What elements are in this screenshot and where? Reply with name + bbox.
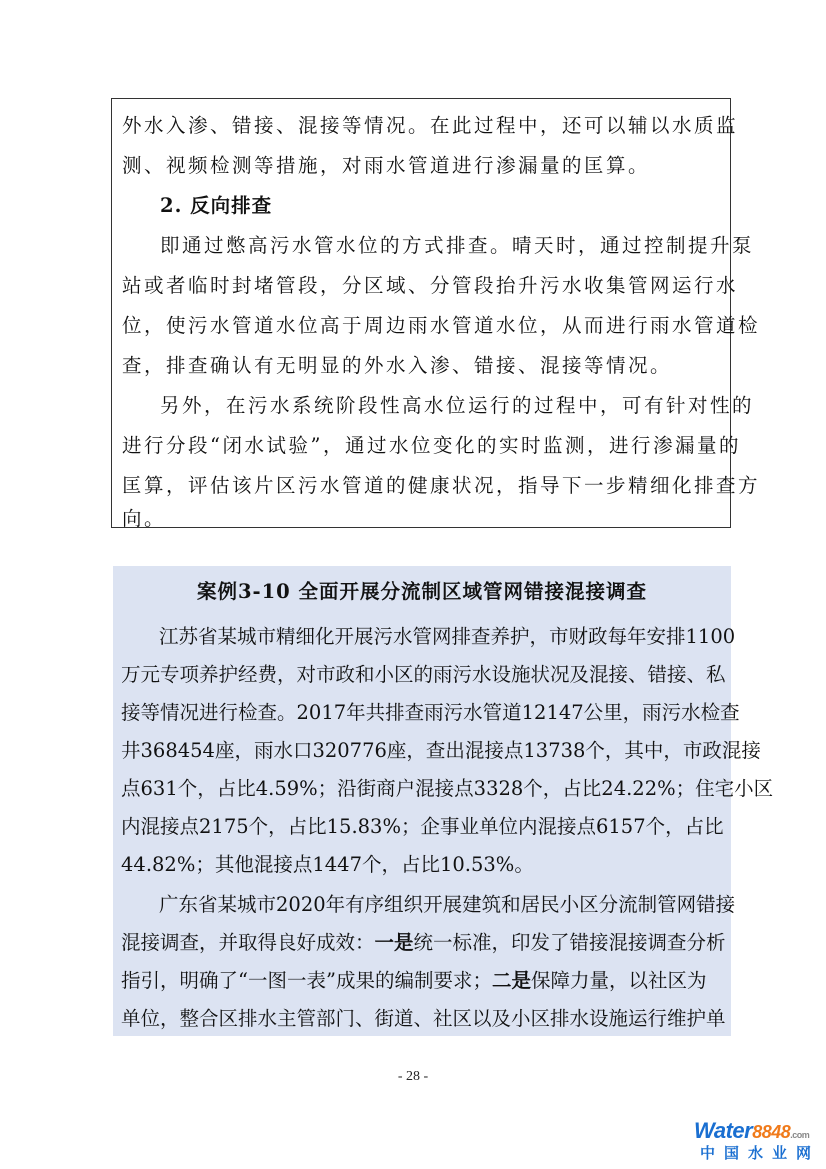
site-logo (694, 1118, 820, 1164)
case-p1-line-1: 江苏省某城市精细化开展污水管网排查养护，市财政每年安排1100 (159, 625, 736, 648)
para2-line-1: 另外，在污水系统阶段性高水位运行的过程中，可有针对性的 (160, 394, 755, 417)
para1-line-3: 位，使污水管道水位高于周边雨水管道水位，从而进行雨水管道检 (122, 314, 761, 337)
case-p2-text: 指引，明确了“一图一表”成果的编制要求； (121, 969, 492, 992)
point-one-label: 一是 (374, 931, 414, 954)
case-study-box (113, 566, 774, 1036)
para2-line-4: 向。 (122, 507, 167, 530)
section-heading: 2. 反向排查 (160, 194, 273, 217)
case-p2-text: 统一标准，印发了错接混接调查分析 (413, 931, 726, 954)
case-title: 案例3-10 全面开展分流制区域管网错接混接调查 (196, 580, 648, 603)
para1-line-2: 站或者临时封堵管段，分区域、分管段抬升污水收集管网运行水 (122, 274, 739, 297)
logo-number: 8848 (752, 1122, 791, 1142)
case-p2-line-3 (121, 962, 726, 1000)
case-p2-text: 保障力量，以社区为 (530, 969, 707, 992)
case-p1-line-4: 井368454座，雨水口320776座，查出混接点13738个，其中，市政混接 (121, 739, 761, 762)
case-p2-text: 混接调查，并取得良好成效： (121, 931, 375, 954)
case-p2-line-2 (121, 924, 726, 962)
case-p2-line-1: 广东省某城市2020年有序组织开展建筑和居民小区分流制管网错接 (159, 893, 736, 916)
para2-line-3: 匡算，评估该片区污水管道的健康状况，指导下一步精细化排查方 (122, 474, 761, 497)
case-p1-line-2: 万元专项养护经费，对市政和小区的雨污水设施状况及混接、错接、私 (121, 663, 726, 686)
box-line-2: 测、视频检测等措施，对雨水管道进行渗漏量的匡算。 (122, 154, 651, 177)
para2-line-2: 进行分段“闭水试验”，通过水位变化的实时监测，进行渗漏量的 (122, 434, 741, 457)
logo-chinese-name: 中国水业网 (700, 1144, 821, 1162)
case-p2-line-4: 单位，整合区排水主管部门、街道、社区以及小区排水设施运行维护单 (121, 1007, 726, 1030)
case-p1-line-5: 点631个，占比4.59%；沿街商户混接点3328个，占比24.22%；住宅小区 (121, 777, 774, 800)
case-p1-line-3: 接等情况进行检查。2017年共排查雨污水管道12147公里，雨污水检查 (121, 701, 740, 724)
logo-domain: .com (790, 1130, 810, 1140)
page-number: - 28 - (397, 1069, 429, 1084)
logo-wordmark (694, 1118, 809, 1144)
case-p1-line-7: 44.82%；其他混接点1447个，占比10.53%。 (121, 853, 534, 876)
case-p1-line-6: 内混接点2175个，占比15.83%；企事业单位内混接点6157个，占比 (121, 815, 724, 838)
para1-line-1: 即通过憋高污水管水位的方式排查。晴天时，通过控制提升泵 (160, 234, 755, 257)
logo-word: Water (694, 1118, 753, 1143)
box-line-1: 外水入渗、错接、混接等情况。在此过程中，还可以辅以水质监 (122, 114, 739, 137)
para1-line-4: 查，排查确认有无明显的外水入渗、错接、混接等情况。 (122, 354, 673, 377)
point-two-label: 二是 (491, 969, 531, 992)
